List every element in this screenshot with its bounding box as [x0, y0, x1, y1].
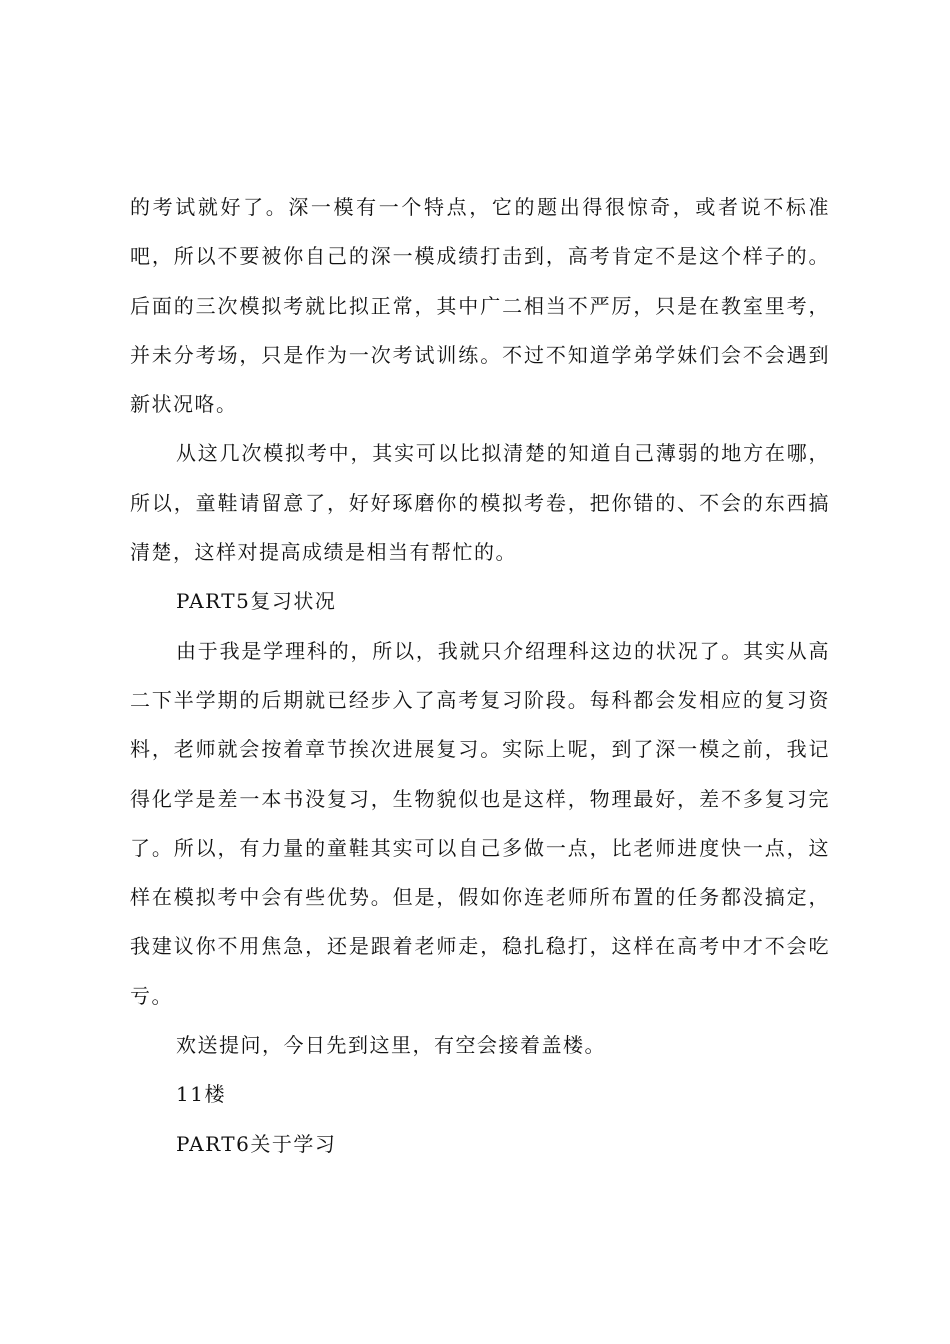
section-heading-part6: PART6关于学习 — [176, 1131, 337, 1156]
floor-label: 11楼 — [176, 1082, 226, 1107]
document-body — [130, 183, 830, 1169]
section-heading-part5: PART5复习状况 — [176, 589, 337, 614]
paragraph-exam-notes: 的考试就好了。深一模有一个特点，它的题出得很惊奇，或者说不标准吧，所以不要被你自己的深一模成绩打击到，高考肯定不是这个样子的。后面的三次模拟考就比拟正常，其中广二相当不严厉，只是在教室里考，并未分考场，只是作为一次考试训练。不过不知道学弟学妹们会不会遇到新状况咯。 — [130, 195, 830, 417]
paragraph-closing-note: 欢送提问，今日先到这里，有空会接着盖楼。 — [176, 1033, 606, 1058]
paragraph-mock-exam-advice: 从这几次模拟考中，其实可以比拟清楚的知道自己薄弱的地方在哪，所以，童鞋请留意了，好好琢磨你的模拟考卷，把你错的、不会的东西搞清楚，这样对提高成绩是相当有帮忙的。 — [130, 441, 830, 565]
paragraph-review-status: 由于我是学理科的，所以，我就只介绍理科这边的状况了。其实从高二下半学期的后期就已经步入了高考复习阶段。每科都会发相应的复习资料，老师就会按着章节挨次进展复习。实际上呢，到了深一模之前，我记得化学是差一本书没复习，生物貌似也是这样，物理最好，差不多复习完了。所以，有力量的童鞋其实可以自己多做一点，比老师进度快一点，这样在模拟考中会有些优势。但是，假如你连老师所布置的任务都没搞定，我建议你不用焦急，还是跟着老师走，稳扎稳打，这样在高考中才不会吃亏。 — [130, 638, 830, 1008]
